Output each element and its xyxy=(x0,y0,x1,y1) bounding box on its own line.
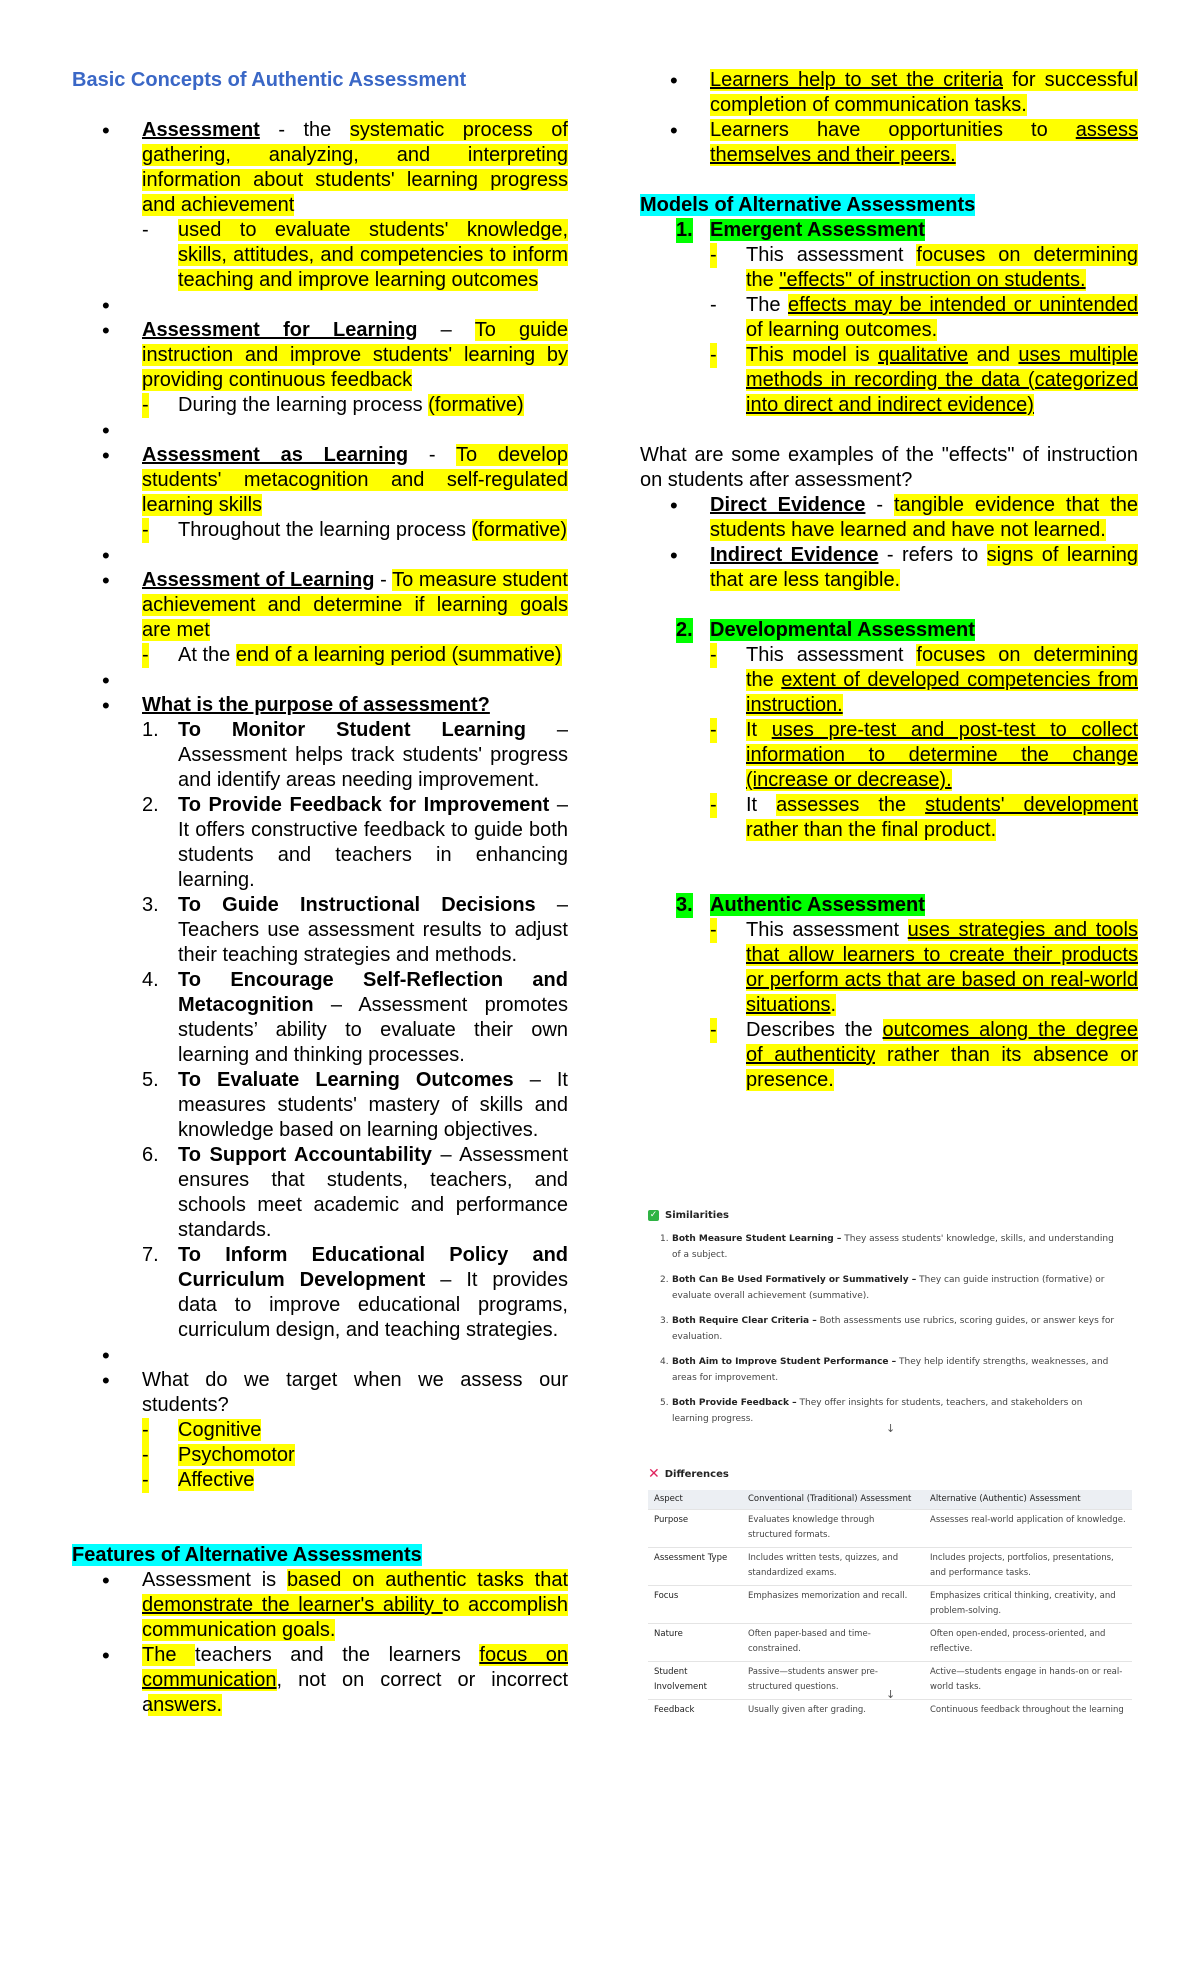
text: It xyxy=(746,794,777,816)
item-number: 1. xyxy=(660,1234,669,1244)
highlight: and xyxy=(968,344,1019,366)
target-text: Psychomotor xyxy=(178,1444,295,1466)
definitions-list xyxy=(72,118,568,1493)
sub-item: - At the end of a learning period (summative) xyxy=(142,644,562,666)
arrow-down-icon: ↓ xyxy=(886,1422,896,1435)
item-text: They offer insights for students, teachers, and stakeholders on learning progress. xyxy=(672,1398,1083,1424)
item-number: 6. xyxy=(142,1144,159,1166)
separator: – xyxy=(417,319,475,341)
highlight: assesses the xyxy=(776,794,926,816)
purpose-item xyxy=(142,1143,568,1243)
table-row xyxy=(648,1586,1132,1624)
sub-item: - used to evaluate students' knowledge, skills, attitudes, and competencies to inform teaching and improve learning outcomes xyxy=(142,219,568,291)
highlight-underline: assess themselves and their peers. xyxy=(710,119,1138,166)
highlight-underline: uses strategies and tools that allow learners to create their products or perform acts that are based on real-world situations xyxy=(746,919,1138,1016)
list-item xyxy=(72,118,568,293)
purpose-item xyxy=(142,793,568,893)
number: 1. xyxy=(676,219,693,241)
features-heading xyxy=(72,1543,568,1568)
separator: - xyxy=(408,444,457,466)
item-text: – It offers constructive feedback to guide both students and teachers in enhancing learning. xyxy=(178,794,568,891)
item-number: 4. xyxy=(142,969,159,991)
item-text: They can guide instruction (formative) or evaluate overall achievement (summative). xyxy=(672,1275,1105,1301)
list-item xyxy=(640,68,1138,118)
features-list xyxy=(72,1568,568,1718)
item-number: 3. xyxy=(660,1316,669,1326)
item-heading: To Support Accountability xyxy=(178,1144,432,1166)
heading-text: Differences xyxy=(664,1468,729,1480)
item-heading: Both Aim to Improve Student Performance – xyxy=(672,1357,897,1367)
list-item xyxy=(72,568,568,668)
definition: To measure student achievement and determine if learning goals are met xyxy=(142,569,568,641)
highlight: focuses on determining the xyxy=(746,644,1138,691)
list-item xyxy=(72,318,568,418)
item-heading: To Encourage Self-Reflection and Metacognition xyxy=(178,969,568,1016)
table-cell: Emphasizes critical thinking, creativity, and problem-solving. xyxy=(924,1586,1132,1624)
highlight: It xyxy=(746,719,772,741)
table-header-row xyxy=(648,1490,1132,1510)
item-text: Both assessments use rubrics, scoring guides, or answer keys for evaluation. xyxy=(672,1316,1115,1342)
number: 2. xyxy=(676,619,693,641)
term-assessment: Assessment xyxy=(142,119,260,141)
item-heading: Both Require Clear Criteria – xyxy=(672,1316,817,1326)
purpose-item xyxy=(142,968,568,1068)
target-text: Affective xyxy=(178,1469,255,1491)
text: Assessment is xyxy=(142,1569,287,1591)
separator: - refers to xyxy=(878,544,987,566)
item-heading: Both Provide Feedback – xyxy=(672,1398,797,1408)
differences-panel xyxy=(648,1466,1132,1718)
purpose-item xyxy=(142,1068,568,1143)
table-cell: Continuous feedback throughout the learning xyxy=(924,1700,1132,1723)
highlight-underline: Learners help to set the criteria xyxy=(710,69,1004,91)
highlight: focuses on determining the xyxy=(746,244,1138,291)
spacer xyxy=(72,293,568,318)
item-heading: Both Measure Student Learning – xyxy=(672,1234,842,1244)
highlight-underline: uses multiple methods in recording the data (categorized into direct and indirect evidence) xyxy=(746,344,1139,416)
item-text: – Assessment helps track students' progress and identify areas needing improvement. xyxy=(178,719,568,791)
sub-text: Throughout the learning process xyxy=(178,519,472,541)
check-icon: ✓ xyxy=(649,1210,658,1220)
text: This assessment xyxy=(746,919,908,941)
purpose-item xyxy=(142,718,568,793)
column-header: Alternative (Authentic) Assessment xyxy=(924,1490,1132,1510)
table-cell: Emphasizes memorization and recall. xyxy=(742,1586,924,1624)
item-number: 1. xyxy=(142,719,159,741)
differences-heading xyxy=(648,1466,1132,1482)
sub-highlight: end of a learning period (summative) xyxy=(235,644,562,666)
sub-item: - Describes the outcomes along the degree of authenticity rather than its absence or presence. xyxy=(710,1019,1138,1091)
item-heading: Both Can Be Used Formatively or Summatively – xyxy=(672,1275,917,1285)
effects-question: What are some examples of the "effects" of instruction on students after assessment? xyxy=(640,444,1138,491)
number: 3. xyxy=(676,894,693,916)
spacer xyxy=(72,543,568,568)
column-header: Conventional (Traditional) Assessment xyxy=(742,1490,924,1510)
table-cell: Purpose xyxy=(648,1510,742,1548)
column-header: Aspect xyxy=(648,1490,742,1510)
similarities-list xyxy=(648,1231,1118,1427)
term-assessment-for-learning: Assessment for Learning xyxy=(142,319,418,341)
right-column xyxy=(640,68,1138,1093)
table-cell: Includes projects, portfolios, presentations, and performance tasks. xyxy=(924,1548,1132,1586)
sub-item: - During the learning process (formative) xyxy=(142,394,524,416)
definition: systematic process of gathering, analyzing, and interpreting information about students' learning progress and achievement xyxy=(142,119,568,216)
definition: To develop students' metacognition and self-regulated learning skills xyxy=(142,444,568,516)
sub-text: During the learning process xyxy=(178,394,429,416)
list-item xyxy=(72,693,568,1343)
list-item xyxy=(72,1368,568,1493)
sub-item: - The effects may be intended or unintended of learning outcomes. xyxy=(710,294,1138,341)
sub-highlight: (formative) xyxy=(428,394,524,416)
sub-item: - This assessment focuses on determining the extent of developed competencies from instruction. xyxy=(710,644,1139,716)
highlight-underline: outcomes along the degree of authenticity xyxy=(746,1019,1138,1066)
highlight-underline: "effects" of instruction on students. xyxy=(779,269,1086,291)
highlight: This model is xyxy=(746,344,879,366)
list-item xyxy=(640,118,1138,168)
table-row xyxy=(648,1624,1132,1662)
separator: - xyxy=(865,494,894,516)
text: , not on correct or incorrect answers. xyxy=(142,1669,568,1716)
separator: - xyxy=(374,569,393,591)
definition: To guide instruction and improve students' learning by providing continuous feedback xyxy=(142,319,568,391)
sub-item: - This assessment uses strategies and tools that allow learners to create their products or perform acts that are based on real-world situations. xyxy=(710,919,1138,1016)
similarities-heading xyxy=(648,1210,1118,1221)
highlight: rather than its absence or presence. xyxy=(746,1044,1138,1091)
table-row xyxy=(648,1548,1132,1586)
item-number: 2. xyxy=(660,1275,669,1285)
sub-item: - It uses pre-test and post-test to collect information to determine the change (increase or decrease). xyxy=(710,719,1138,791)
highlight: Learners have opportunities to xyxy=(710,119,1076,141)
item-heading: To Evaluate Learning Outcomes xyxy=(178,1069,514,1091)
table-cell: Includes written tests, quizzes, and standardized exams. xyxy=(742,1548,924,1586)
table-cell: Nature xyxy=(648,1624,742,1662)
similarity-item xyxy=(660,1354,1118,1386)
text: This assessment xyxy=(746,644,917,666)
target-item xyxy=(142,1468,568,1493)
sub-text: used to evaluate students' knowledge, skills, attitudes, and competencies to inform teaching and improve learning outcomes xyxy=(178,219,568,291)
item-heading: To Provide Feedback for Improvement xyxy=(178,794,550,816)
x-mark-icon: ✕ xyxy=(648,1466,660,1482)
similarity-item xyxy=(660,1231,1118,1263)
heading-text: Emergent Assessment xyxy=(710,219,925,241)
text: The xyxy=(746,294,789,316)
purpose-item xyxy=(142,893,568,968)
highlight: based on authentic tasks that xyxy=(286,1569,568,1591)
table-row xyxy=(648,1510,1132,1548)
item-text: – It measures students' mastery of skills and knowledge based on learning objectives. xyxy=(178,1069,568,1141)
item-number: 4. xyxy=(660,1357,669,1367)
term-direct-evidence: Direct Evidence xyxy=(710,494,866,516)
term-assessment-of-learning: Assessment of Learning xyxy=(142,569,375,591)
item-text: – Assessment ensures that students, teachers, and schools meet academic and performance standards. xyxy=(178,1144,569,1241)
table-cell: Evaluates knowledge through structured formats. xyxy=(742,1510,924,1548)
item-text: – Assessment promotes students’ ability to evaluate their own learning and thinking processes. xyxy=(178,994,568,1066)
definition: tangible evidence that the students have learned and have not learned. xyxy=(710,494,1138,541)
heading-text: Authentic Assessment xyxy=(710,894,925,916)
text: This assessment xyxy=(746,244,917,266)
text: teachers and the learners xyxy=(195,1644,480,1666)
models-heading xyxy=(640,193,1138,218)
purpose-list xyxy=(142,718,568,1343)
highlight: for successful completion of communication tasks. xyxy=(710,69,1139,116)
separator: - the xyxy=(259,119,350,141)
model-developmental-heading xyxy=(640,618,1138,643)
sub-text: At the xyxy=(178,644,236,666)
item-heading: To Monitor Student Learning xyxy=(178,719,526,741)
item-number: 2. xyxy=(142,794,159,816)
list-item xyxy=(72,1643,568,1718)
target-item xyxy=(142,1443,568,1468)
list-item xyxy=(640,543,1138,593)
features-list-continued xyxy=(640,68,1138,168)
term-indirect-evidence: Indirect Evidence xyxy=(710,544,879,566)
item-number: 7. xyxy=(142,1244,159,1266)
highlight-underline: qualitative xyxy=(878,344,969,366)
model-authentic-heading xyxy=(640,893,1138,918)
sub-item: - Throughout the learning process (formative) xyxy=(142,519,568,541)
highlight: rather than the final product. xyxy=(746,819,997,841)
item-text: They assess students' knowledge, skills, and understanding of a subject. xyxy=(672,1234,1114,1260)
dash: - xyxy=(142,1419,149,1441)
highlight-underline: effects may be intended or unintended xyxy=(788,294,1138,316)
table-cell: Assesses real-world application of knowledge. xyxy=(924,1510,1132,1548)
target-item xyxy=(142,1418,568,1443)
target-list xyxy=(142,1418,568,1493)
target-question: What do we target when we assess our students? xyxy=(142,1369,568,1416)
left-column xyxy=(72,68,568,1718)
item-heading: To Inform Educational Policy and Curriculum Development xyxy=(178,1244,568,1291)
sub-highlight: (formative) xyxy=(471,519,568,541)
table-cell: Focus xyxy=(648,1586,742,1624)
heading-text: Similarities xyxy=(665,1210,729,1221)
item-number: 5. xyxy=(142,1069,159,1091)
table-cell: Student Involvement xyxy=(648,1662,742,1700)
similarities-panel xyxy=(648,1210,1118,1440)
table-cell: Passive—students answer pre-structured questions. xyxy=(742,1662,924,1700)
dash: - xyxy=(142,1469,149,1491)
sub-item: - This model is qualitative and uses multiple methods in recording the data (categorized into direct and indirect evidence) xyxy=(710,344,1139,416)
item-text: – It provides data to improve educational programs, curriculum design, and teaching strategies. xyxy=(178,1269,568,1341)
table-cell: Often paper-based and time-constrained. xyxy=(742,1624,924,1662)
model-emergent-heading xyxy=(640,218,1138,243)
heading-text: Features of Alternative Assessments xyxy=(72,1544,422,1566)
emergent-details xyxy=(640,243,1138,418)
highlight: The xyxy=(142,1644,196,1666)
highlight-underline: students' development xyxy=(925,794,1138,816)
table-cell: Assessment Type xyxy=(648,1548,742,1586)
spacer xyxy=(72,418,568,443)
list-item xyxy=(72,443,568,543)
heading-text: Developmental Assessment xyxy=(710,619,975,641)
highlight-underline: extent of developed competencies from instruction. xyxy=(746,669,1139,716)
highlight-underline: focus on communication xyxy=(142,1644,568,1691)
highlight-underline: demonstrate the learner's ability xyxy=(142,1594,443,1616)
arrow-down-icon: ↓ xyxy=(886,1688,896,1701)
purpose-question: What is the purpose of assessment? xyxy=(142,694,490,716)
table-cell: Usually given after grading. xyxy=(742,1700,924,1723)
evidence-list xyxy=(640,493,1138,593)
item-number: 3. xyxy=(142,894,159,916)
item-heading: To Guide Instructional Decisions xyxy=(178,894,536,916)
sub-item: - This assessment focuses on determining the "effects" of instruction on students. xyxy=(710,244,1138,291)
developmental-details xyxy=(640,643,1138,843)
text: Describes the xyxy=(746,1019,883,1041)
table-cell: Often open-ended, process-oriented, and reflective. xyxy=(924,1624,1132,1662)
highlight: . xyxy=(830,994,837,1016)
highlight-underline: uses pre-test and post-test to collect information to determine the change (increase or decrease). xyxy=(746,719,1138,791)
sub-item: - It assesses the students' development rather than the final product. xyxy=(710,794,1138,841)
heading-text: Models of Alternative Assessments xyxy=(640,194,976,216)
purpose-item xyxy=(142,1243,568,1343)
definition: signs of learning that are less tangible. xyxy=(710,544,1138,591)
highlight: of learning outcomes. xyxy=(746,319,938,341)
table-row xyxy=(648,1700,1132,1723)
similarity-item xyxy=(660,1313,1118,1345)
target-text: Cognitive xyxy=(178,1419,262,1441)
item-text: – Teachers use assessment results to adjust their teaching strategies and methods. xyxy=(178,894,568,966)
item-number: 5. xyxy=(660,1398,669,1408)
term-assessment-as-learning: Assessment as Learning xyxy=(142,444,409,466)
similarity-item xyxy=(660,1272,1118,1304)
authentic-details xyxy=(640,918,1138,1093)
table-cell: Active—students engage in hands-on or real-world tasks. xyxy=(924,1662,1132,1700)
table-cell: Feedback xyxy=(648,1700,742,1723)
document-title: Basic Concepts of Authentic Assessment xyxy=(72,69,467,91)
dash: - xyxy=(142,1444,149,1466)
list-item xyxy=(72,1568,568,1643)
highlight: to accomplish communication goals. xyxy=(142,1594,568,1641)
item-text: They help identify strengths, weaknesses, and areas for improvement. xyxy=(672,1357,1109,1383)
spacer xyxy=(72,668,568,693)
list-item xyxy=(640,493,1138,543)
spacer xyxy=(72,1343,568,1368)
